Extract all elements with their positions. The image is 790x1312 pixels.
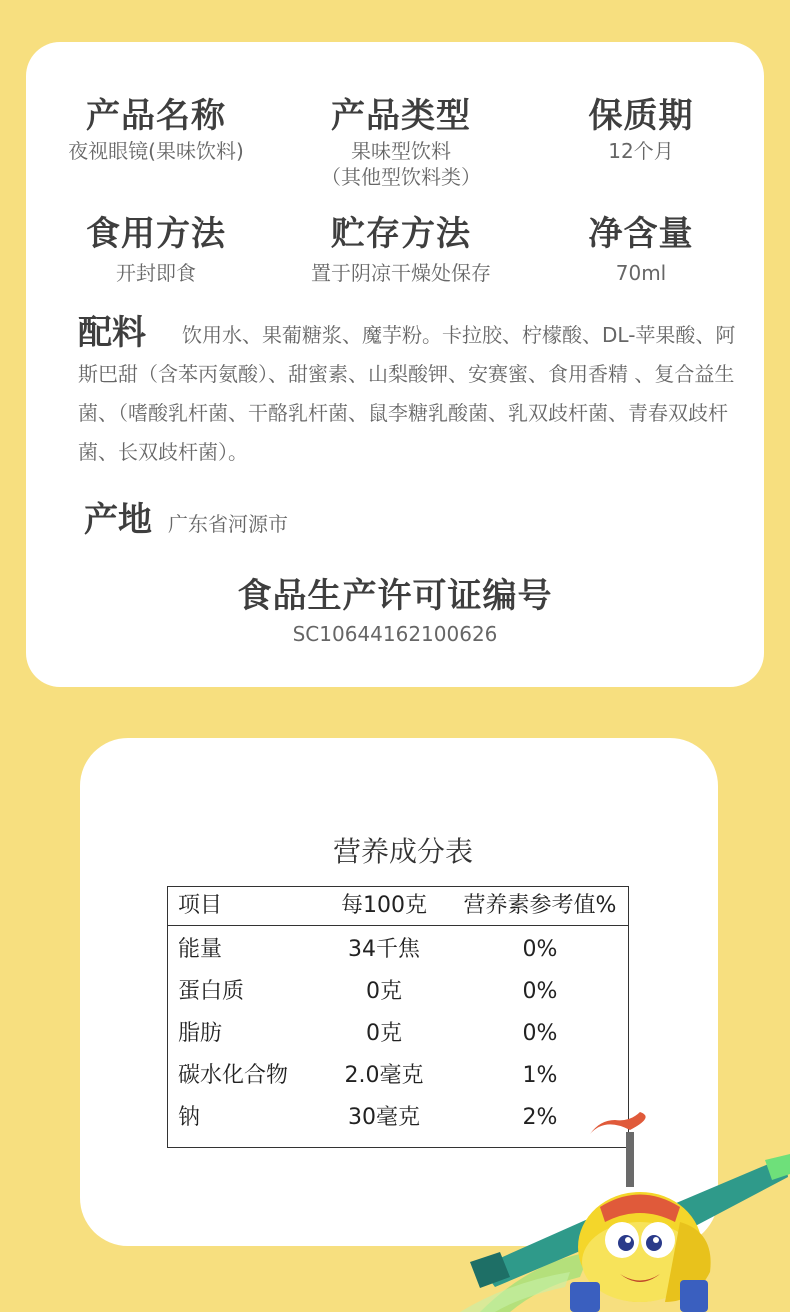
row-percent: 1% (522, 1063, 558, 1088)
row-value: 30毫克 (348, 1105, 420, 1130)
product-type-value-line2: （其他型饮料类） (321, 165, 481, 189)
product-name-field (26, 96, 286, 164)
row-value: 2.0毫克 (344, 1063, 424, 1088)
shelf-life-value: 12个月 (608, 139, 674, 163)
ingredients-text: 饮用水、果葡糖浆、魔芋粉。卡拉胶、柠檬酸、DL-苹果酸、阿斯巴甜（含苯丙氨酸）、甜蜜素、山梨酸钾、安赛蜜、食用香精 、复合益生菌、（嗜酸乳杆菌、干酪乳杆菌、鼠李糖乳酸菌、乳双歧杆菌、青春双歧杆菌、长双歧杆菌）。 (78, 323, 736, 464)
net-content-field (526, 214, 756, 286)
nutrition-title: 营养成分表 (332, 835, 473, 868)
storage-field (276, 214, 526, 286)
row-name: 碳水化合物 (178, 1063, 289, 1088)
origin-block (84, 500, 684, 544)
nutrition-table (167, 886, 629, 1148)
net-content-title: 净含量 (588, 214, 694, 254)
row-name: 脂肪 (178, 1021, 223, 1046)
row-percent: 2% (522, 1105, 558, 1130)
header-item: 项目 (178, 893, 223, 918)
airplane-mascot-icon (440, 1112, 790, 1312)
row-percent: 0% (522, 937, 558, 962)
row-name: 蛋白质 (178, 979, 245, 1004)
row-percent: 0% (522, 979, 558, 1004)
origin-value: 广东省河源市 (168, 512, 288, 536)
row-value: 34千焦 (348, 937, 420, 962)
license-block (26, 574, 764, 648)
shelf-life-field (526, 96, 756, 164)
storage-value: 置于阴凉干燥处保存 (311, 261, 491, 285)
ingredients-block (78, 312, 746, 472)
nutrition-table-header (168, 887, 628, 926)
row-name: 钠 (178, 1105, 201, 1130)
table-row (168, 1057, 628, 1099)
license-number: SC10644162100626 (292, 622, 498, 646)
row-percent: 0% (522, 1021, 558, 1046)
product-type-value-line1: 果味型饮料 (351, 139, 451, 163)
ingredients-title: 配料 (78, 313, 146, 353)
product-info-card (26, 42, 764, 687)
header-nrv: 营养素参考值% (463, 893, 617, 918)
license-title: 食品生产许可证编号 (237, 576, 553, 616)
row-value: 0克 (366, 1021, 402, 1046)
header-per-100g: 每100克 (341, 893, 427, 918)
shelf-life-title: 保质期 (588, 96, 694, 136)
origin-title: 产地 (84, 500, 152, 540)
usage-title: 食用方法 (86, 214, 226, 254)
net-content-value: 70ml (615, 261, 667, 285)
table-row (168, 931, 628, 973)
storage-title: 贮存方法 (331, 214, 471, 254)
row-name: 能量 (178, 937, 223, 962)
table-row (168, 1015, 628, 1057)
product-name-title: 产品名称 (86, 96, 226, 136)
table-row (168, 973, 628, 1015)
product-type-field (276, 96, 526, 190)
product-name-value: 夜视眼镜(果味饮料) (68, 139, 244, 163)
row-value: 0克 (366, 979, 402, 1004)
product-type-title: 产品类型 (331, 96, 471, 136)
usage-field (26, 214, 286, 286)
usage-value: 开封即食 (116, 261, 196, 285)
